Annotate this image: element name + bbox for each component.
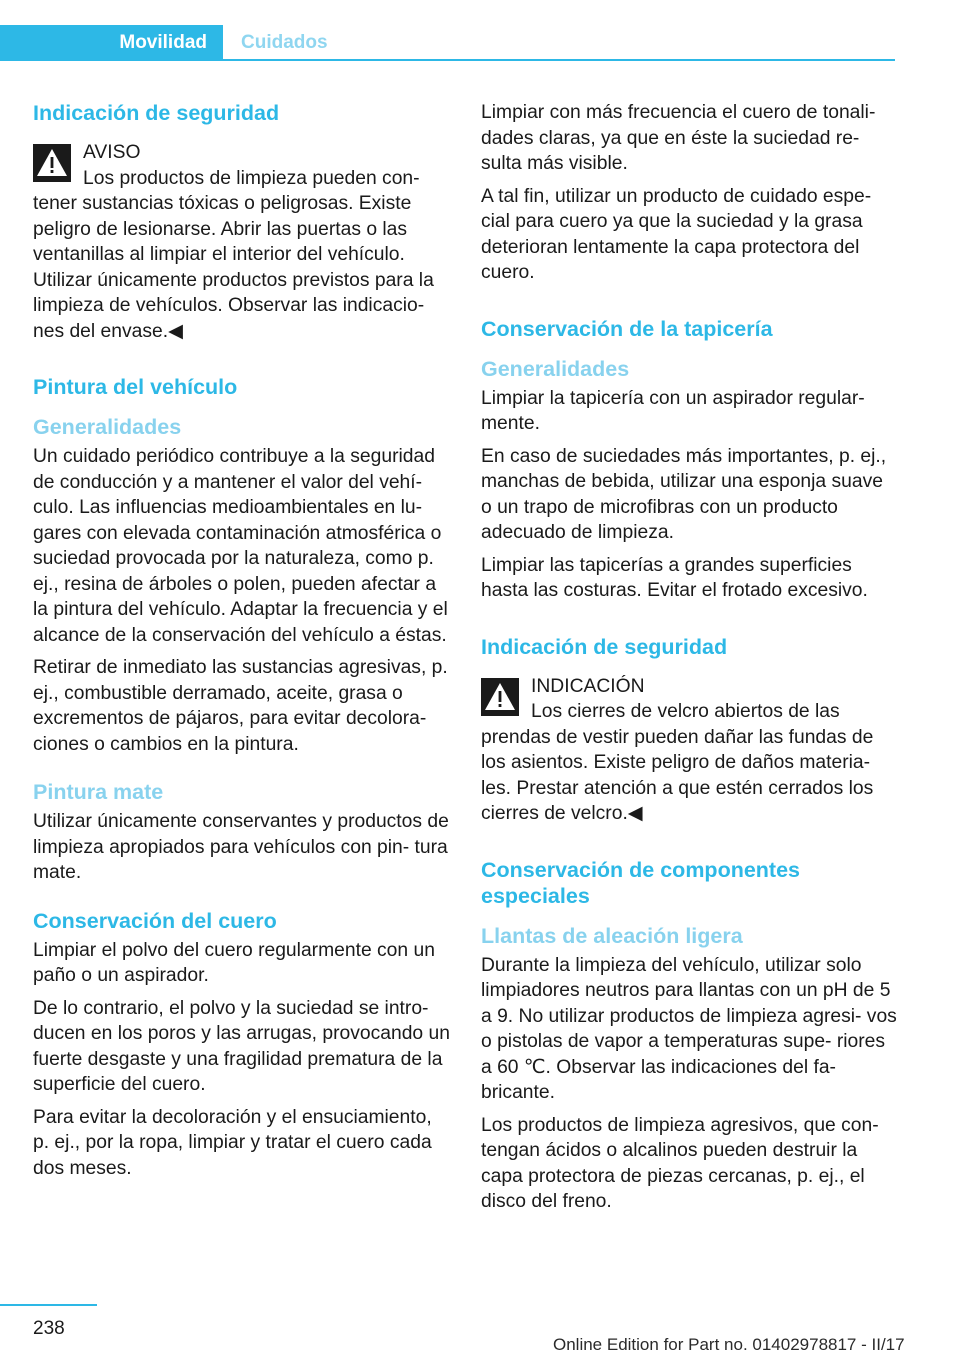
warning-text: tener sustancias tóxicas o peligrosas. Existe peligro de lesionarse. Abrir las puertas o las ventanillas al limpiar el interior del vehículo. Utilizar únicamente productos previstos para la limpieza de vehículos. Observar las indicacio‐ nes del envase.◀ (33, 193, 434, 342)
paragraph: Durante la limpieza del vehículo, utilizar solo limpiadores neutros para llantas con un pH de 5 a 9. No utilizar productos de limpieza agresi‐ vos o pistolas de vapor a temperaturas supe‐ riores a 60 ℃. Observar las indicaciones del fa‐ bricante. (481, 954, 897, 1103)
right-column (481, 100, 899, 1222)
paragraph: Limpiar con más frecuencia el cuero de tonali‐ dades claras, ya que en éste la suciedad re‐ sulta más visible. (481, 102, 876, 174)
notice-first-line: Los cierres de velcro abiertos de las (531, 701, 840, 722)
notice-box (481, 674, 899, 827)
section-title-safety-notice: Indicación de seguridad (481, 634, 728, 659)
paragraph: En caso de suciedades más importantes, p. ej., manchas de bebida, utilizar una esponja suave o un trapo de microfibras con un producto adecuado de limpieza. (481, 445, 887, 543)
section-title-paint: Pintura del vehículo (33, 375, 238, 399)
section-title-safety: Indicación de seguridad (33, 101, 280, 125)
paragraph: Los productos de limpieza agresivos, que con‐ tengan ácidos o alcalinos pueden destruir la capa protectora de piezas cercanas, p. ej., el disco del freno. (481, 1114, 879, 1212)
warning-box (33, 140, 451, 344)
subsection-title-matte: Pintura mate (33, 780, 164, 804)
left-column (33, 100, 451, 1188)
paragraph: Utilizar únicamente conservantes y productos de limpieza apropiados para vehículos con pin‐ tura mate. (33, 811, 449, 883)
footer-rule (0, 1304, 97, 1306)
tab-movilidad[interactable]: Movilidad (0, 25, 223, 61)
page-number: 238 (33, 1318, 65, 1339)
paragraph: Limpiar el polvo del cuero regularmente con un paño o un aspirador. (33, 939, 435, 986)
paragraph: Para evitar la decoloración y el ensuciamiento, p. ej., por la ropa, limpiar y tratar el cuero cada dos meses. (33, 1106, 432, 1179)
subsection-title-wheels: Llantas de aleación ligera (481, 923, 743, 948)
edition-note: Online Edition for Part no. 01402978817 - II/17 (553, 1335, 905, 1354)
warning-first-line: Los productos de limpieza pueden con‐ (83, 167, 420, 189)
paragraph: De lo contrario, el polvo y la suciedad se intro‐ ducen en los poros y las arrugas, provocando un fuerte desgaste y una fragilidad prematura de la superficie del cuero. (33, 997, 450, 1095)
warning-label: AVISO (83, 142, 141, 163)
section-title-leather: Conservación del cuero (33, 908, 277, 933)
paragraph: Limpiar la tapicería con un aspirador regular‐ mente. (481, 387, 865, 434)
tab-underline (223, 59, 895, 61)
warning-triangle-icon (33, 144, 71, 182)
warning-triangle-icon (481, 678, 519, 716)
subsection-title-general: Generalidades (481, 356, 630, 381)
paragraph: Un cuidado periódico contribuye a la seguridad de conducción y a mantener el valor del vehí‐ culo. Las influencias medioambientales en lu‐ gares con elevada contaminación atmosférica o suciedad provocada por la naturaleza, como p. ej., resina de árboles o polen, pueden afectar a la pintura del vehículo. Adaptar la frecuencia y el alcance de la conservación del vehículo a éstas. (33, 446, 448, 646)
paragraph: Limpiar las tapicerías a grandes superficies hasta las costuras. Evitar el frotado excesivo. (481, 554, 868, 601)
notice-label: INDICACIÓN (531, 675, 645, 697)
section-title-components: Conservación de componentes especiales (481, 857, 800, 908)
section-tab-bar (0, 25, 895, 61)
paragraph: Retirar de inmediato las sustancias agresivas, p. ej., combustible derramado, aceite, grasa o excrementos de pájaros, para evitar decolora‐ ciones o cambios en la pintura. (33, 657, 448, 755)
paragraph: A tal fin, utilizar un producto de cuidado espe‐ cial para cuero ya que la suciedad y la grasa deterioran lentamente la capa protectora del cuero. (481, 185, 872, 283)
tab-cuidados[interactable]: Cuidados (241, 32, 328, 53)
section-title-upholstery: Conservación de la tapicería (481, 316, 773, 341)
notice-text: prendas de vestir pueden dañar las fundas de los asientos. Existe peligro de daños materia‐ les. Prestar atención a que estén cerrados los cierres de velcro.◀ (481, 726, 874, 824)
subsection-title-general: Generalidades (33, 415, 182, 439)
